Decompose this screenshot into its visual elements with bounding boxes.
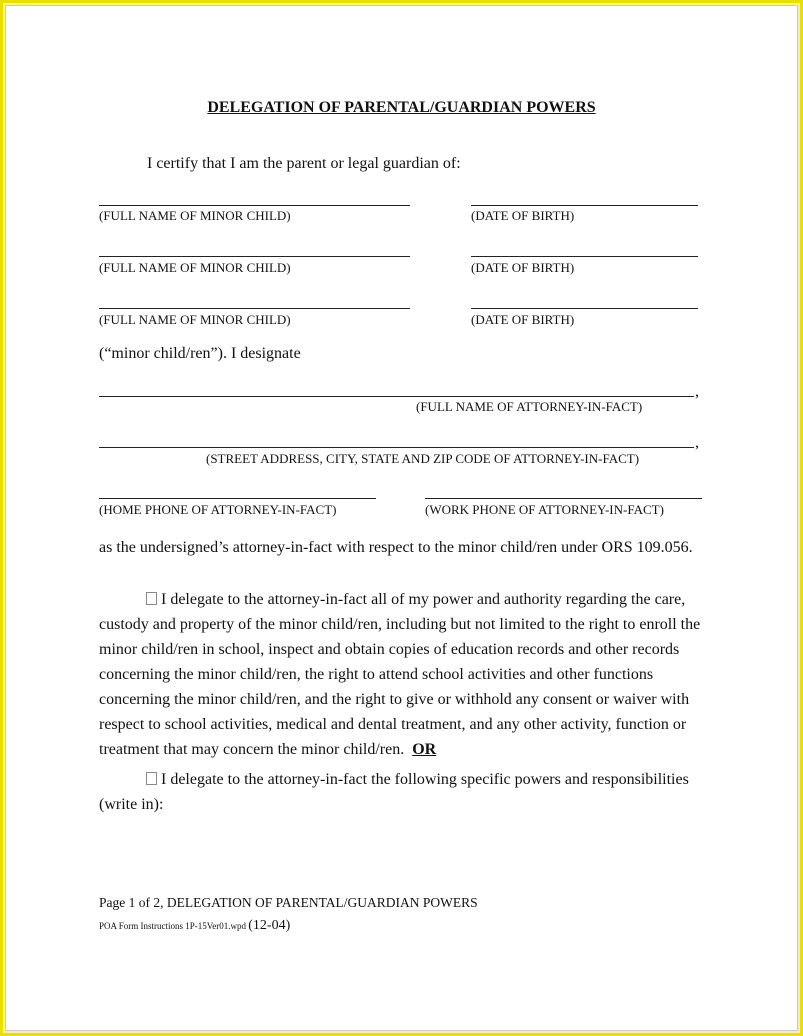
or-label: OR [412, 741, 437, 758]
child-name-line-3[interactable] [99, 308, 410, 309]
attorney-address-comma: , [695, 434, 699, 451]
child-name-label-2: (FULL NAME OF MINOR CHILD) [99, 260, 291, 275]
child-dob-line-1[interactable] [471, 205, 698, 206]
child-name-label-3: (FULL NAME OF MINOR CHILD) [99, 312, 291, 327]
attorney-name-comma: , [695, 383, 699, 400]
work-phone-label: (WORK PHONE OF ATTORNEY-IN-FACT) [425, 502, 664, 517]
option-1-paragraph [99, 587, 709, 762]
designate-statement: (“minor child/ren”). I designate [99, 345, 301, 362]
option-2-checkbox[interactable] [146, 772, 157, 785]
attorney-name-label: (FULL NAME OF ATTORNEY-IN-FACT) [416, 399, 643, 414]
attorney-address-label: (STREET ADDRESS, CITY, STATE AND ZIP CODE OF ATTORNEY-IN-FACT) [206, 451, 640, 466]
footer-file-name: POA Form Instructions 1P-15Ver01.wpd [99, 921, 247, 931]
child-dob-line-2[interactable] [471, 256, 698, 257]
child-dob-label-3: (DATE OF BIRTH) [471, 312, 575, 327]
option-2-paragraph [99, 767, 709, 817]
child-name-line-2[interactable] [99, 256, 410, 257]
footer-date: (12-04) [248, 918, 291, 933]
attorney-name-line[interactable] [99, 396, 694, 397]
attorney-address-line[interactable] [99, 447, 694, 448]
footer-file-info [99, 918, 290, 934]
certify-statement: I certify that I am the parent or legal guardian of: [147, 155, 461, 172]
undersigned-paragraph: as the undersigned’s attorney-in-fact with respect to the minor child/ren under ORS 109.056. [99, 539, 693, 556]
option-2-text: I delegate to the attorney-in-fact the following specific powers and responsibilities (write in): [99, 771, 689, 813]
document-title: DELEGATION OF PARENTAL/GUARDIAN POWERS [207, 99, 596, 116]
home-phone-line[interactable] [99, 498, 376, 499]
child-dob-line-3[interactable] [471, 308, 698, 309]
child-name-label-1: (FULL NAME OF MINOR CHILD) [99, 208, 291, 223]
home-phone-label: (HOME PHONE OF ATTORNEY-IN-FACT) [99, 502, 337, 517]
child-dob-label-2: (DATE OF BIRTH) [471, 260, 575, 275]
child-name-line-1[interactable] [99, 205, 410, 206]
option-1-text: I delegate to the attorney-in-fact all of my power and authority regarding the care, custody and property of the minor child/ren, including but not limited to the right to enroll the minor child/ren in school, inspect and obtain copies of education records and other records concerning the minor child/ren, the right to attend school activities and other functions concerning the minor child/ren, and the right to give or withhold any consent or waiver with respect to school activities, medical and dental treatment, and any other activity, function or treatment that may concern the minor child/ren. [99, 591, 701, 758]
option-1-checkbox[interactable] [146, 592, 157, 605]
child-dob-label-1: (DATE OF BIRTH) [471, 208, 575, 223]
work-phone-line[interactable] [425, 498, 702, 499]
footer-page-info: Page 1 of 2, DELEGATION OF PARENTAL/GUARDIAN POWERS [99, 895, 478, 910]
